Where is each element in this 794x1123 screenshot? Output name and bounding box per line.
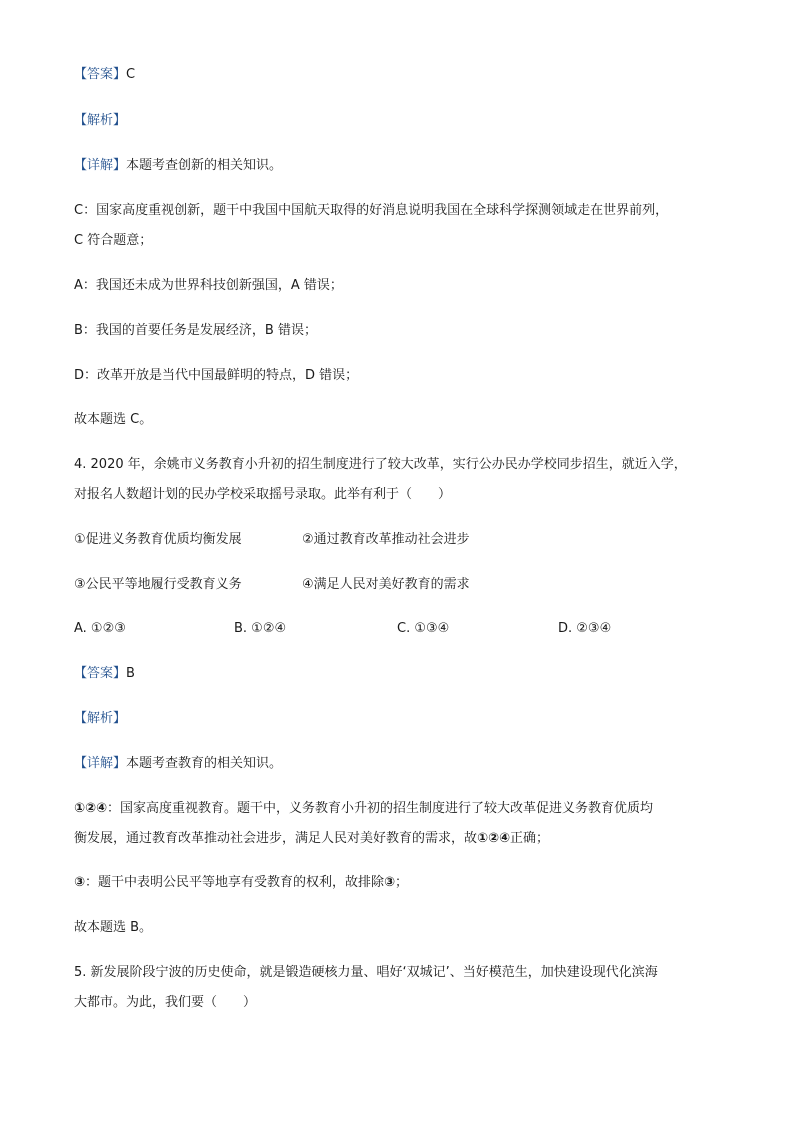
q4-stem-line1: 4. 2020 年，余姚市义务教育小升初的招生制度进行了较大改革，实行公办民办学校同步招生，就近入学， <box>74 457 687 472</box>
q5-stem-line1: 5. 新发展阶段宁波的历史使命，就是锻造硬核力量、唱好‘双城记’、当好模范生，加快建设现代化滨海 <box>74 965 658 980</box>
q4-answer-line <box>74 665 135 683</box>
q4-option-b: B. ①②④ <box>234 621 287 636</box>
q4-explanation-label: ①②④ <box>74 801 108 816</box>
q4-answer-tag: 【答案】 <box>74 666 127 681</box>
q5-stem-line2: 大都市。为此，我们要（ ） <box>74 995 257 1010</box>
q3-answer-line <box>74 66 135 84</box>
q3-option-c-line1: C：国家高度重视创新，题干中我国中国航天取得的好消息说明我国在全球科学探测领域走在世界前列， <box>74 203 669 218</box>
q4-analysis-tag: 【解析】 <box>74 711 127 726</box>
q4-exclusion-end: ； <box>395 875 409 890</box>
q4-answer-value: B <box>126 666 135 681</box>
q4-explanation-text1: ：国家高度重视教育。题干中，义务教育小升初的招生制度进行了较大改革促进义务教育优质均 <box>107 801 654 816</box>
q4-explanation-text2: 衡发展，通过教育改革推动社会进步，满足人民对美好教育的需求，故 <box>74 831 478 846</box>
q3-analysis-tag: 【解析】 <box>74 113 127 128</box>
q4-explanation-label2: ①②④ <box>477 831 511 846</box>
q3-option-d-line: D：改革开放是当代中国最鲜明的特点，D 错误； <box>74 368 359 383</box>
q4-detail-intro: 本题考查教育的相关知识。 <box>126 756 283 771</box>
q3-conclusion: 故本题选 C。 <box>74 412 153 427</box>
q4-item-2: ②通过教育改革推动社会进步 <box>302 532 470 547</box>
q4-item-1: ①促进义务教育优质均衡发展 <box>74 532 242 547</box>
q3-option-a-line: A：我国还未成为世界科技创新强国，A 错误； <box>74 278 343 293</box>
q4-exclusion-label: ③ <box>74 875 86 890</box>
q4-exclusion-label2: ③ <box>384 875 396 890</box>
q4-option-d: D. ②③④ <box>558 621 612 636</box>
q4-conclusion: 故本题选 B。 <box>74 920 153 935</box>
q4-detail-line <box>74 755 282 773</box>
q3-detail-intro: 本题考查创新的相关知识。 <box>126 158 283 173</box>
q4-explanation-end: 正确； <box>510 831 550 846</box>
q3-answer-tag: 【答案】 <box>74 67 127 82</box>
q4-explanation-line2 <box>74 830 549 848</box>
q3-detail-tag: 【详解】 <box>74 158 127 173</box>
q3-answer-value: C <box>126 67 136 82</box>
q4-item-4: ④满足人民对美好教育的需求 <box>302 577 470 592</box>
q4-option-c: C. ①③④ <box>397 621 450 636</box>
q4-exclusion-line <box>74 874 408 892</box>
q4-stem-line2: 对报名人数超计划的民办学校采取摇号录取。此举有利于（ ） <box>74 487 452 502</box>
q4-exclusion-text: ：题干中表明公民平等地享有受教育的权利，故排除 <box>85 875 385 890</box>
q4-explanation-line1 <box>74 800 653 818</box>
q4-detail-tag: 【详解】 <box>74 756 127 771</box>
q3-option-c-line2: C 符合题意； <box>74 233 153 248</box>
q4-item-3: ③公民平等地履行受教育义务 <box>74 577 242 592</box>
q3-option-b-line: B：我国的首要任务是发展经济，B 错误； <box>74 323 317 338</box>
q3-detail-line <box>74 157 282 175</box>
q4-option-a: A. ①②③ <box>74 621 126 636</box>
